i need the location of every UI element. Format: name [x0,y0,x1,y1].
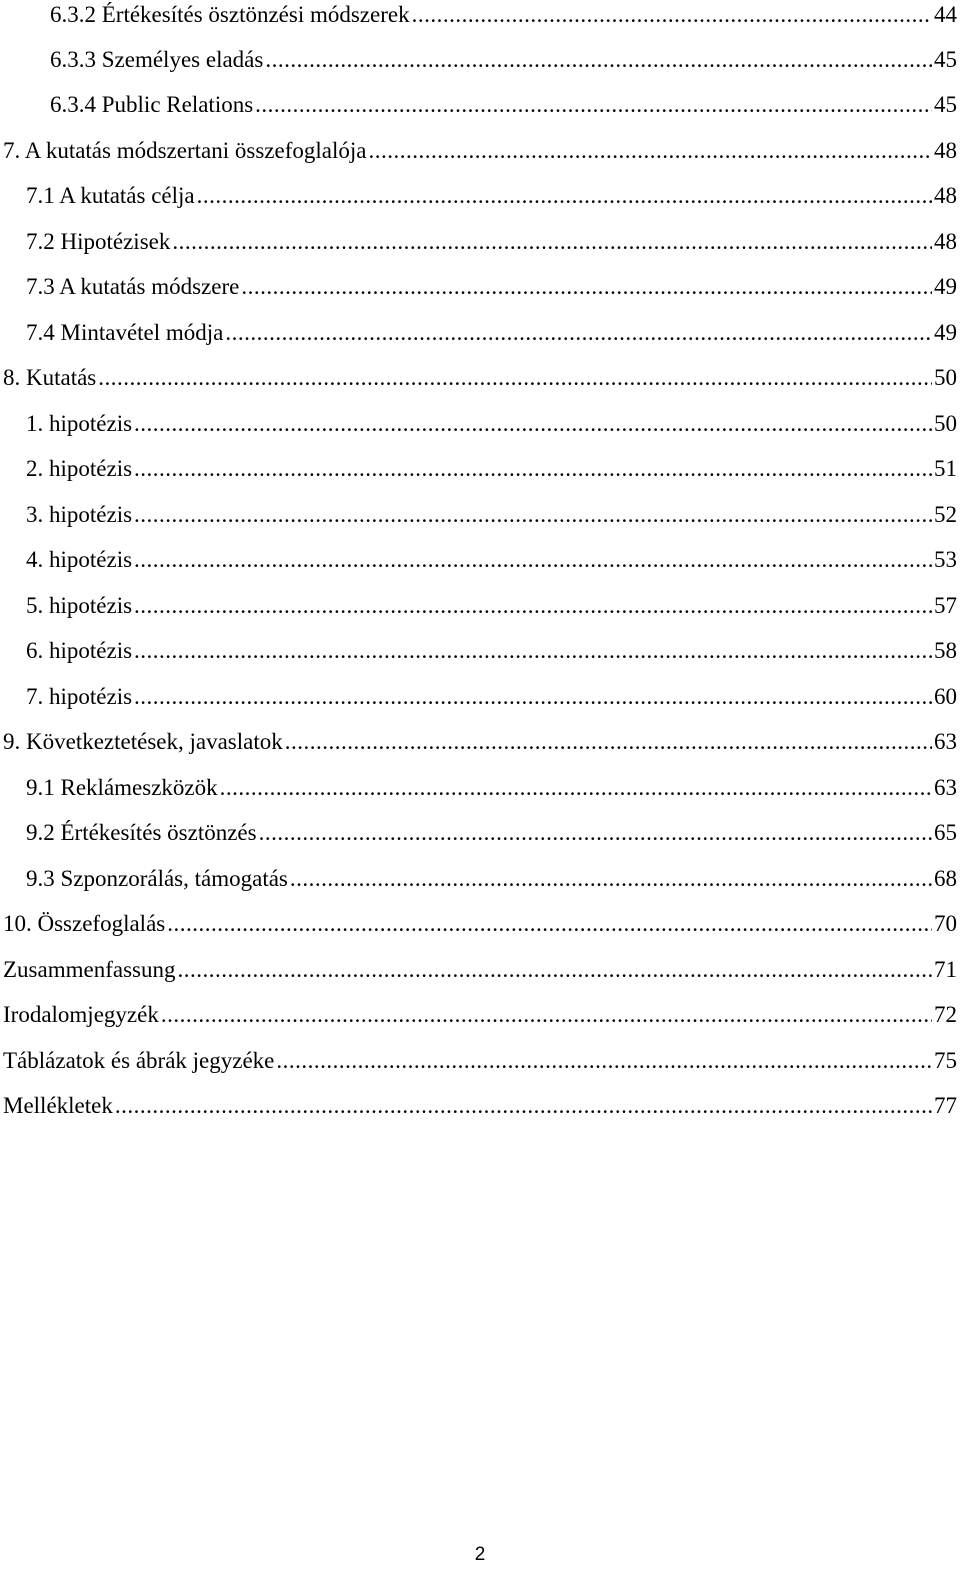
toc-dot-leader [220,773,932,803]
toc-entry-title: 7. hipotézis [26,684,133,709]
toc-dot-leader [134,454,932,484]
toc-entry[interactable] [3,955,957,1000]
toc-entry[interactable] [3,727,957,772]
toc-entry-page: 77 [934,1093,957,1118]
toc-entry-title: 7.3 A kutatás módszere [26,274,240,299]
toc-entry[interactable] [26,272,957,317]
page-number: 2 [474,1544,486,1565]
toc-entry-page: 60 [934,684,957,709]
toc-entry-page: 72 [934,1002,957,1027]
toc-entry-page: 63 [934,775,957,800]
toc-entry-page: 49 [934,320,957,345]
toc-entry-page: 45 [934,47,957,72]
toc-dot-leader [290,864,932,894]
toc-entry-title: Táblázatok és ábrák jegyzéke [3,1048,275,1073]
toc-entry-page: 68 [934,866,957,891]
toc-dot-leader [265,45,932,75]
toc-dot-leader [368,136,932,166]
toc-entry-page: 45 [934,92,957,117]
toc-dot-leader [167,909,932,939]
toc-dot-leader [276,1046,932,1076]
toc-entry-page: 71 [934,957,957,982]
toc-entry-title: 9.3 Szponzorálás, támogatás [26,866,288,891]
toc-entry-page: 52 [934,502,957,527]
toc-dot-leader [134,409,932,439]
toc-entry[interactable] [26,454,957,499]
toc-entry-title: 6.3.3 Személyes eladás [50,47,264,72]
toc-entry[interactable] [50,90,957,135]
toc-entry-title: 7.2 Hipotézisek [26,229,171,254]
toc-dot-leader [241,272,932,302]
toc-entry-title: Mellékletek [3,1093,113,1118]
toc-entry[interactable] [3,363,957,408]
toc-entry-title: 5. hipotézis [26,593,133,618]
toc-entry-page: 53 [934,547,957,572]
toc-entry[interactable] [26,636,957,681]
toc-entry-title: 7. A kutatás módszertani összefoglalója [3,138,367,163]
toc-entry-page: 75 [934,1048,957,1073]
toc-entry[interactable] [26,591,957,636]
toc-entry-page: 50 [934,411,957,436]
toc-entry-title: 3. hipotézis [26,502,133,527]
toc-entry-page: 57 [934,593,957,618]
toc-entry-title: 6.3.2 Értékesítés ösztönzési módszerek [50,2,410,27]
toc-entry[interactable] [26,181,957,226]
toc-entry-title: 1. hipotézis [26,411,133,436]
toc-entry[interactable] [3,1091,957,1136]
toc-entry[interactable] [26,864,957,909]
toc-dot-leader [412,0,932,30]
toc-dot-leader [259,818,932,848]
toc-entry-page: 48 [934,138,957,163]
toc-dot-leader [177,955,932,985]
toc-entry[interactable] [26,227,957,272]
toc-dot-leader [134,545,932,575]
toc-dot-leader [134,500,932,530]
toc-entry-title: 7.1 A kutatás célja [26,183,195,208]
toc-entry-title: 2. hipotézis [26,456,133,481]
toc-entry[interactable] [50,0,957,45]
toc-entry-title: 9.2 Értékesítés ösztönzés [26,820,257,845]
toc-entry-page: 70 [934,911,957,936]
toc-entry-title: 7.4 Mintavétel módja [26,320,224,345]
toc-entry[interactable] [26,500,957,545]
toc-entry-title: 10. Összefoglalás [3,911,166,936]
toc-entry-page: 50 [934,365,957,390]
toc-entry[interactable] [3,1046,957,1091]
toc-entry-page: 51 [934,456,957,481]
toc-entry[interactable] [3,136,957,181]
toc-entry-title: 8. Kutatás [3,365,97,390]
toc-entry[interactable] [50,45,957,90]
toc-entry-title: 6.3.4 Public Relations [50,92,254,117]
toc-entry-page: 48 [934,229,957,254]
toc-entry-title: 9.1 Reklámeszközök [26,775,218,800]
toc-entry-page: 44 [934,2,957,27]
toc-entry[interactable] [26,682,957,727]
toc-dot-leader [134,591,932,621]
toc-dot-leader [98,363,932,393]
toc-entry-title: Zusammenfassung [3,957,176,982]
toc-dot-leader [134,636,932,666]
toc-entry-title: 4. hipotézis [26,547,133,572]
toc-entry[interactable] [3,909,957,954]
toc-dot-leader [285,727,932,757]
toc-dot-leader [255,90,932,120]
toc-entry-page: 63 [934,729,957,754]
toc-entry[interactable] [3,1000,957,1045]
toc-entry[interactable] [26,818,957,863]
toc-entry-page: 48 [934,183,957,208]
toc-entry-page: 65 [934,820,957,845]
toc-entry[interactable] [26,545,957,590]
toc-entry-title: 9. Következtetések, javaslatok [3,729,283,754]
toc-dot-leader [225,318,932,348]
toc-entry[interactable] [26,318,957,363]
toc-entry[interactable] [26,409,957,454]
toc-entry-title: Irodalomjegyzék [3,1002,159,1027]
toc-entry-title: 6. hipotézis [26,638,133,663]
toc-dot-leader [115,1091,932,1121]
toc-dot-leader [161,1000,932,1030]
toc-dot-leader [172,227,932,257]
toc-entry[interactable] [26,773,957,818]
toc-dot-leader [197,181,932,211]
toc-dot-leader [134,682,932,712]
toc-entry-page: 49 [934,274,957,299]
toc-entry-page: 58 [934,638,957,663]
